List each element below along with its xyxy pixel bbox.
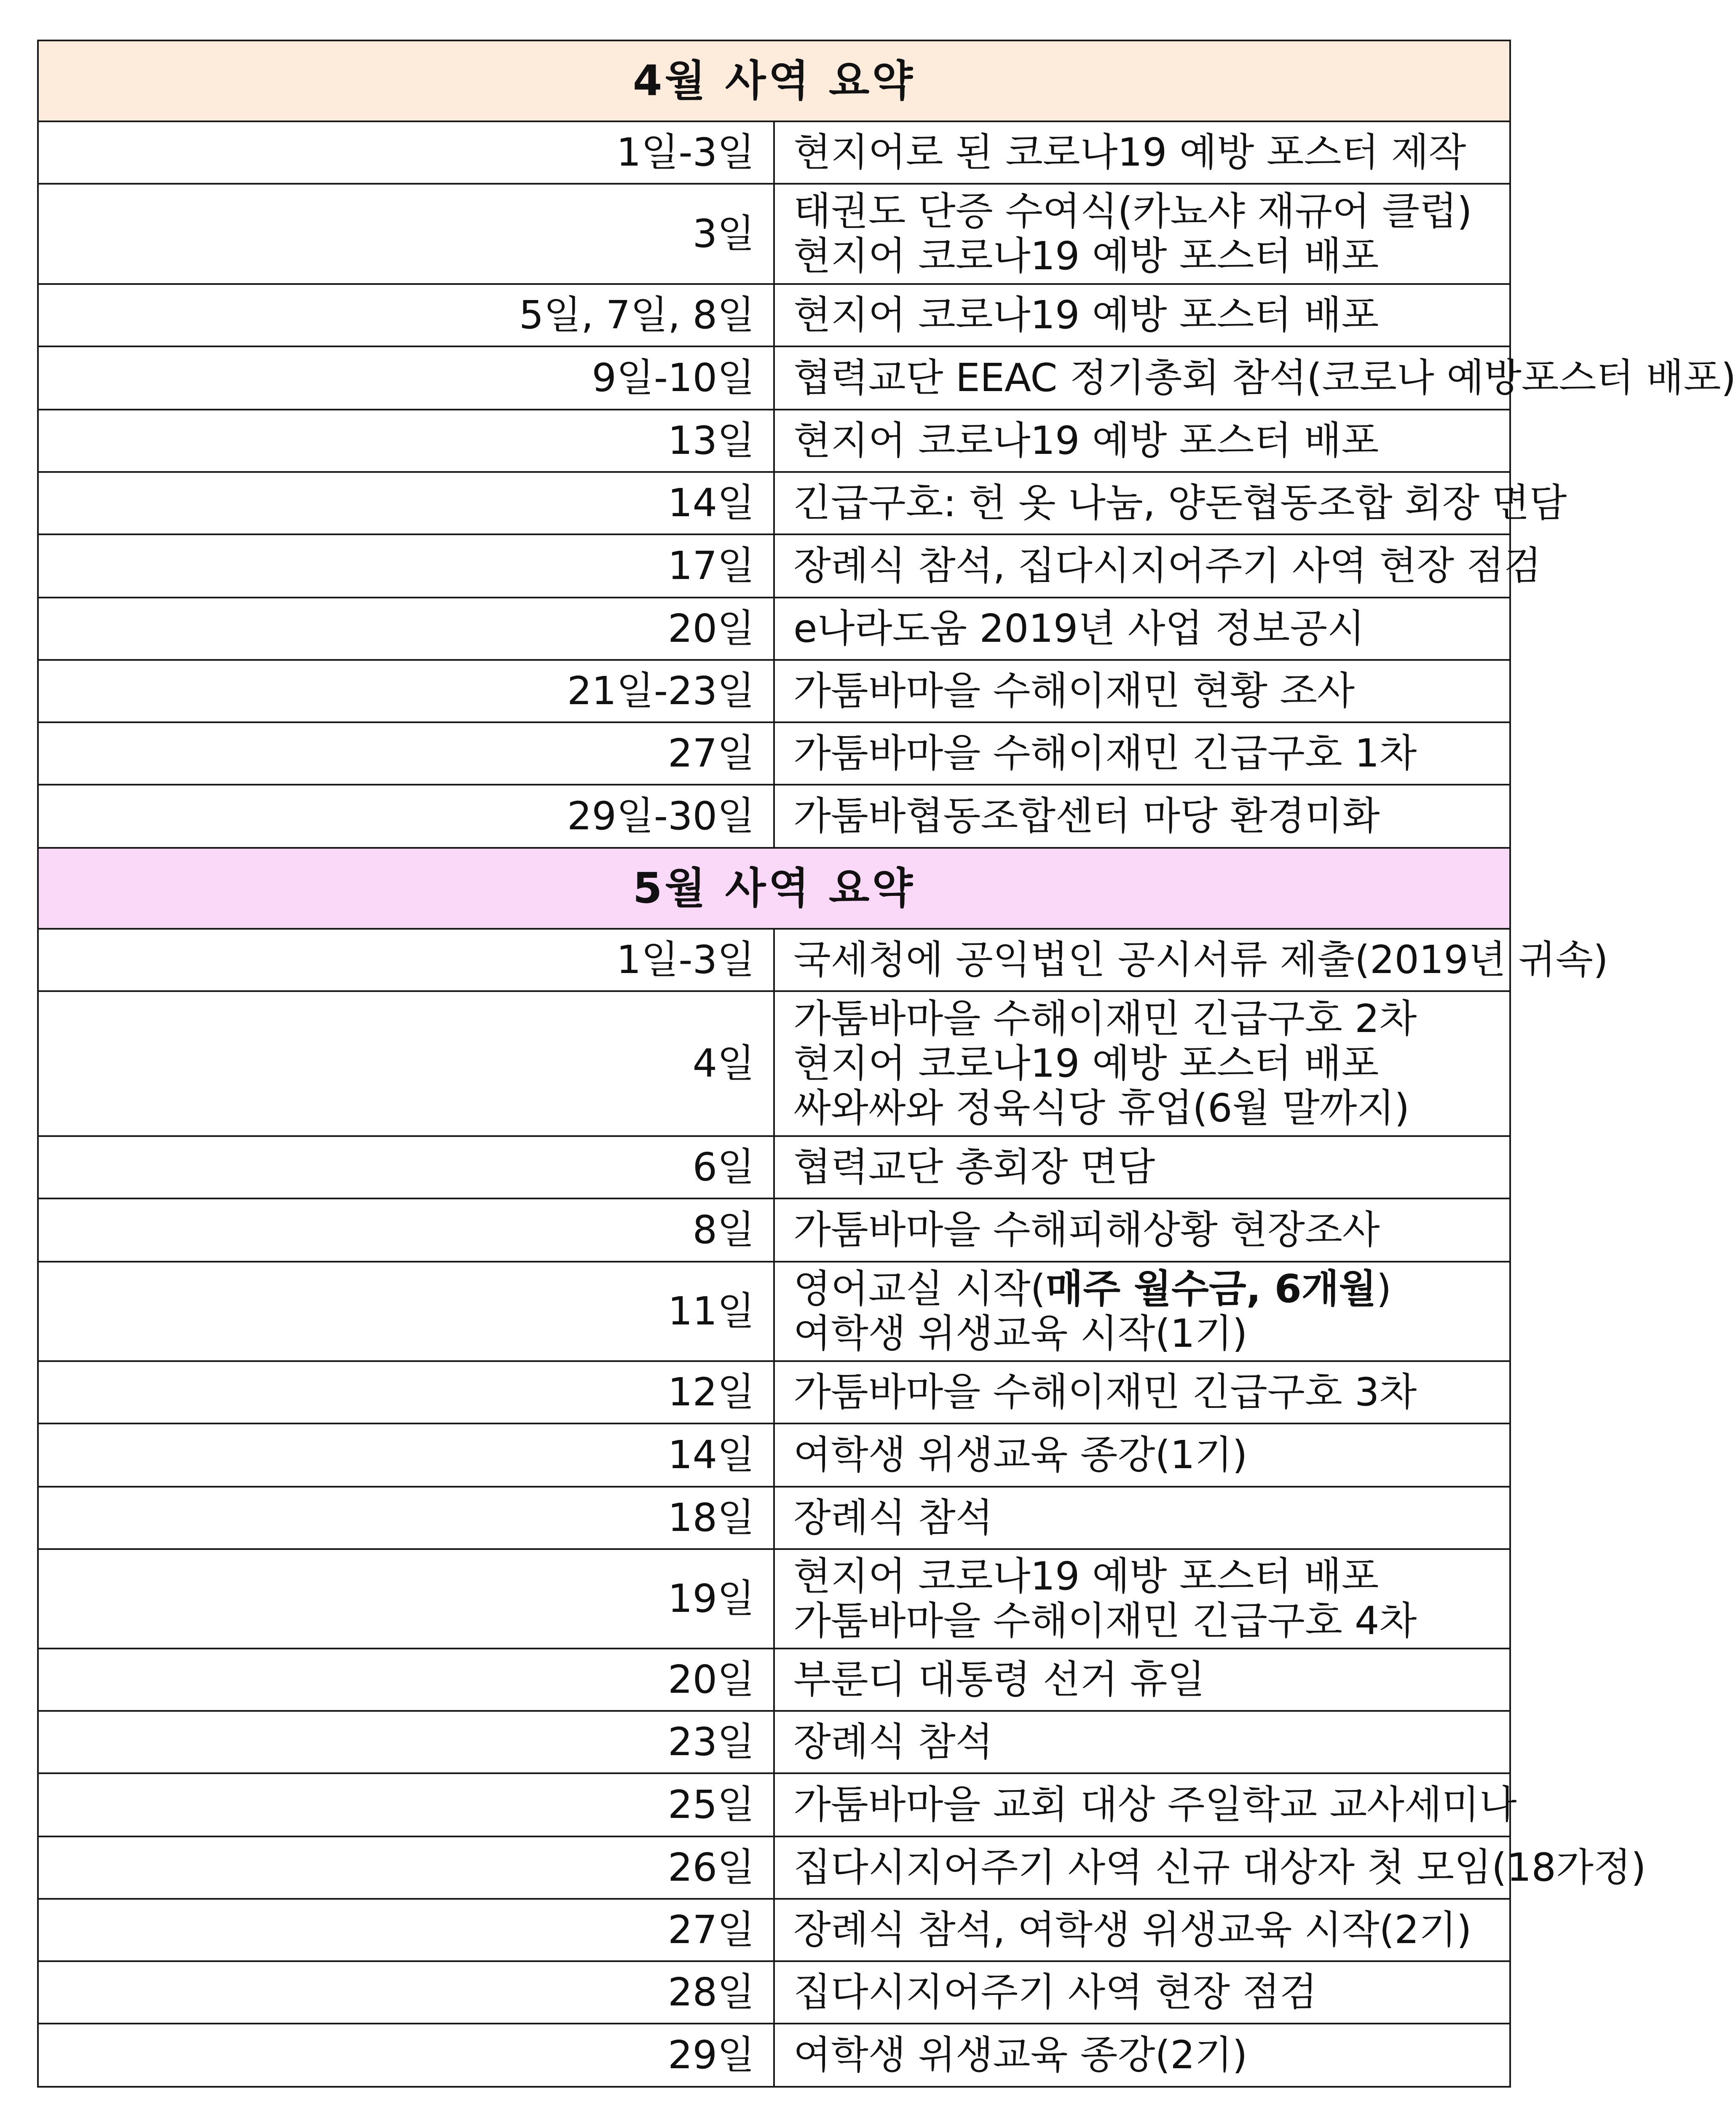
activity-cell [774,660,1510,722]
activity-cell [774,2024,1510,2087]
date-cell: 14일 [38,1423,774,1487]
date-cell: 11일 [38,1262,774,1361]
date-cell: 20일 [38,598,774,660]
activity-text: ) [1376,1266,1392,1311]
date-cell: 17일 [38,534,774,598]
activity-line: 집다시지어주기 사역 현장 점검 [793,1970,1318,2015]
activity-line: e나라도움 2019년 사업 정보공시 [793,606,1365,651]
activity-line: 여학생 위생교육 종강(1기) [793,1432,1248,1477]
activity-line: 가툼바마을 교회 대상 주일학교 교사세미나 [793,1782,1517,1827]
activity-cell [774,1423,1510,1487]
table-row [38,346,1510,410]
table-row [38,1198,1510,1262]
table-row [38,1649,1510,1711]
table-row [38,410,1510,472]
table-row [38,929,1510,991]
table-row [38,598,1510,660]
date-cell: 23일 [38,1711,774,1773]
activity-cell [774,1961,1510,2024]
table-row [38,2024,1510,2087]
table-row [38,121,1510,184]
activity-cell [774,1549,1510,1649]
activity-cell [774,284,1510,346]
activity-cell [774,184,1510,284]
table-row [38,534,1510,598]
activity-cell [774,785,1510,848]
table-row [38,1361,1510,1423]
table-row [38,1836,1510,1899]
table-row [38,785,1510,848]
table-row [38,1262,1510,1361]
activity-line: 집다시지어주기 사역 신규 대상자 첫 모임(18가정) [793,1845,1646,1890]
activity-cell [774,722,1510,785]
activity-cell [774,1649,1510,1711]
table-row [38,1711,1510,1773]
april-section-header [38,40,1510,121]
table-row [38,1136,1510,1198]
date-cell: 20일 [38,1649,774,1711]
table-row [38,722,1510,785]
ministry-summary-table [37,40,1736,2088]
date-cell: 27일 [38,1899,774,1961]
date-cell: 19일 [38,1549,774,1649]
table-row [38,1961,1510,2024]
activity-line: 가툼바마을 수해이재민 긴급구호 3차 [793,1370,1417,1415]
activity-line: 가툼바마을 수해이재민 긴급구호 4차 [793,1598,1417,1643]
activity-line: 국세청에 공익법인 공시서류 제출(2019년 귀속) [793,937,1608,982]
table-row [38,1423,1510,1487]
activity-line: 현지어 코로나19 예방 포스터 배포 [793,292,1379,338]
activity-line: 싸와싸와 정육식당 휴업(6월 말까지) [793,1086,1410,1131]
activity-cell [774,534,1542,598]
activity-line: 가툼바마을 수해이재민 현황 조사 [793,668,1355,713]
date-cell: 29일-30일 [38,785,774,848]
activity-line: 현지어 코로나19 예방 포스터 배포 [793,233,1379,279]
activity-cell [774,1899,1510,1961]
activity-cell [774,346,1736,410]
activity-cell [774,1773,1517,1836]
activity-line: 가툼바마을 수해이재민 긴급구호 1차 [793,731,1417,776]
table-row [38,184,1510,284]
activity-cell [774,929,1608,991]
activity-cell [774,410,1510,472]
table-row [38,991,1510,1136]
activity-line [793,1267,1509,1311]
table-row [38,1487,1510,1549]
activity-cell [774,598,1510,660]
table-row [38,1549,1510,1649]
date-cell: 18일 [38,1487,774,1549]
activity-line: 가툼바협동조합센터 마당 환경미화 [793,793,1380,839]
activity-line: 협력교단 총회장 면담 [793,1145,1155,1190]
activity-cell [774,121,1510,184]
date-cell: 1일-3일 [38,929,774,991]
activity-line: 장례식 참석, 집다시지어주기 사역 현장 점검 [793,543,1542,588]
date-cell: 27일 [38,722,774,785]
date-cell: 25일 [38,1773,774,1836]
date-cell: 5일, 7일, 8일 [38,284,774,346]
activity-line: 협력교단 EEAC 정기총회 참석(코로나 예방포스터 배포) [793,355,1736,400]
activity-cell [774,472,1567,534]
activity-line: 현지어 코로나19 예방 포스터 배포 [793,418,1379,463]
activity-text: 영어교실 시작( [793,1266,1046,1311]
date-cell: 4일 [38,991,774,1136]
table-row [38,1773,1510,1836]
activity-line: 현지어 코로나19 예방 포스터 배포 [793,1554,1379,1599]
activity-line: 여학생 위생교육 종강(2기) [793,2032,1248,2078]
activity-line: 가툼바마을 수해이재민 긴급구호 2차 [793,996,1417,1041]
activity-cell [774,1711,1510,1773]
activity-line: 긴급구호: 헌 옷 나눔, 양돈협동조합 회장 면담 [793,480,1567,525]
date-cell: 1일-3일 [38,121,774,184]
activity-line: 부룬디 대통령 선거 휴일 [793,1657,1205,1702]
date-cell: 14일 [38,472,774,534]
schedule-emphasis: 매주 월수금, 6개월 [1045,1266,1377,1311]
date-cell: 29일 [38,2024,774,2087]
date-cell: 21일-23일 [38,660,774,722]
activity-cell [774,1198,1510,1262]
date-cell: 13일 [38,410,774,472]
activity-line: 장례식 참석 [793,1719,993,1764]
date-cell: 8일 [38,1198,774,1262]
activity-cell [774,1836,1646,1899]
date-cell: 26일 [38,1836,774,1899]
date-cell: 28일 [38,1961,774,2024]
activity-line: 여학생 위생교육 시작(1기) [793,1311,1248,1356]
activity-line: 가툼바마을 수해피해상황 현장조사 [793,1207,1380,1252]
activity-cell [774,1262,1510,1361]
table-row [38,472,1510,534]
date-cell: 9일-10일 [38,346,774,410]
table-row [38,660,1510,722]
may-title: 5월 사역 요약 [38,848,1510,929]
activity-cell [774,1361,1510,1423]
activity-line: 현지어 코로나19 예방 포스터 배포 [793,1041,1379,1086]
activity-cell [774,991,1510,1136]
table-row [38,1899,1510,1961]
date-cell: 3일 [38,184,774,284]
activity-line: 태권도 단증 수여식(카뇨샤 재규어 클럽) [793,189,1472,234]
activity-cell [774,1487,1510,1549]
date-cell: 12일 [38,1361,774,1423]
date-cell: 6일 [38,1136,774,1198]
activity-line: 현지어로 된 코로나19 예방 포스터 제작 [793,130,1466,175]
activity-line: 장례식 참석 [793,1495,993,1540]
activity-line: 장례식 참석, 여학생 위생교육 시작(2기) [793,1907,1472,1952]
april-title: 4월 사역 요약 [38,40,1510,121]
table-row [38,284,1510,346]
may-section-header [38,848,1510,929]
activity-cell [774,1136,1510,1198]
